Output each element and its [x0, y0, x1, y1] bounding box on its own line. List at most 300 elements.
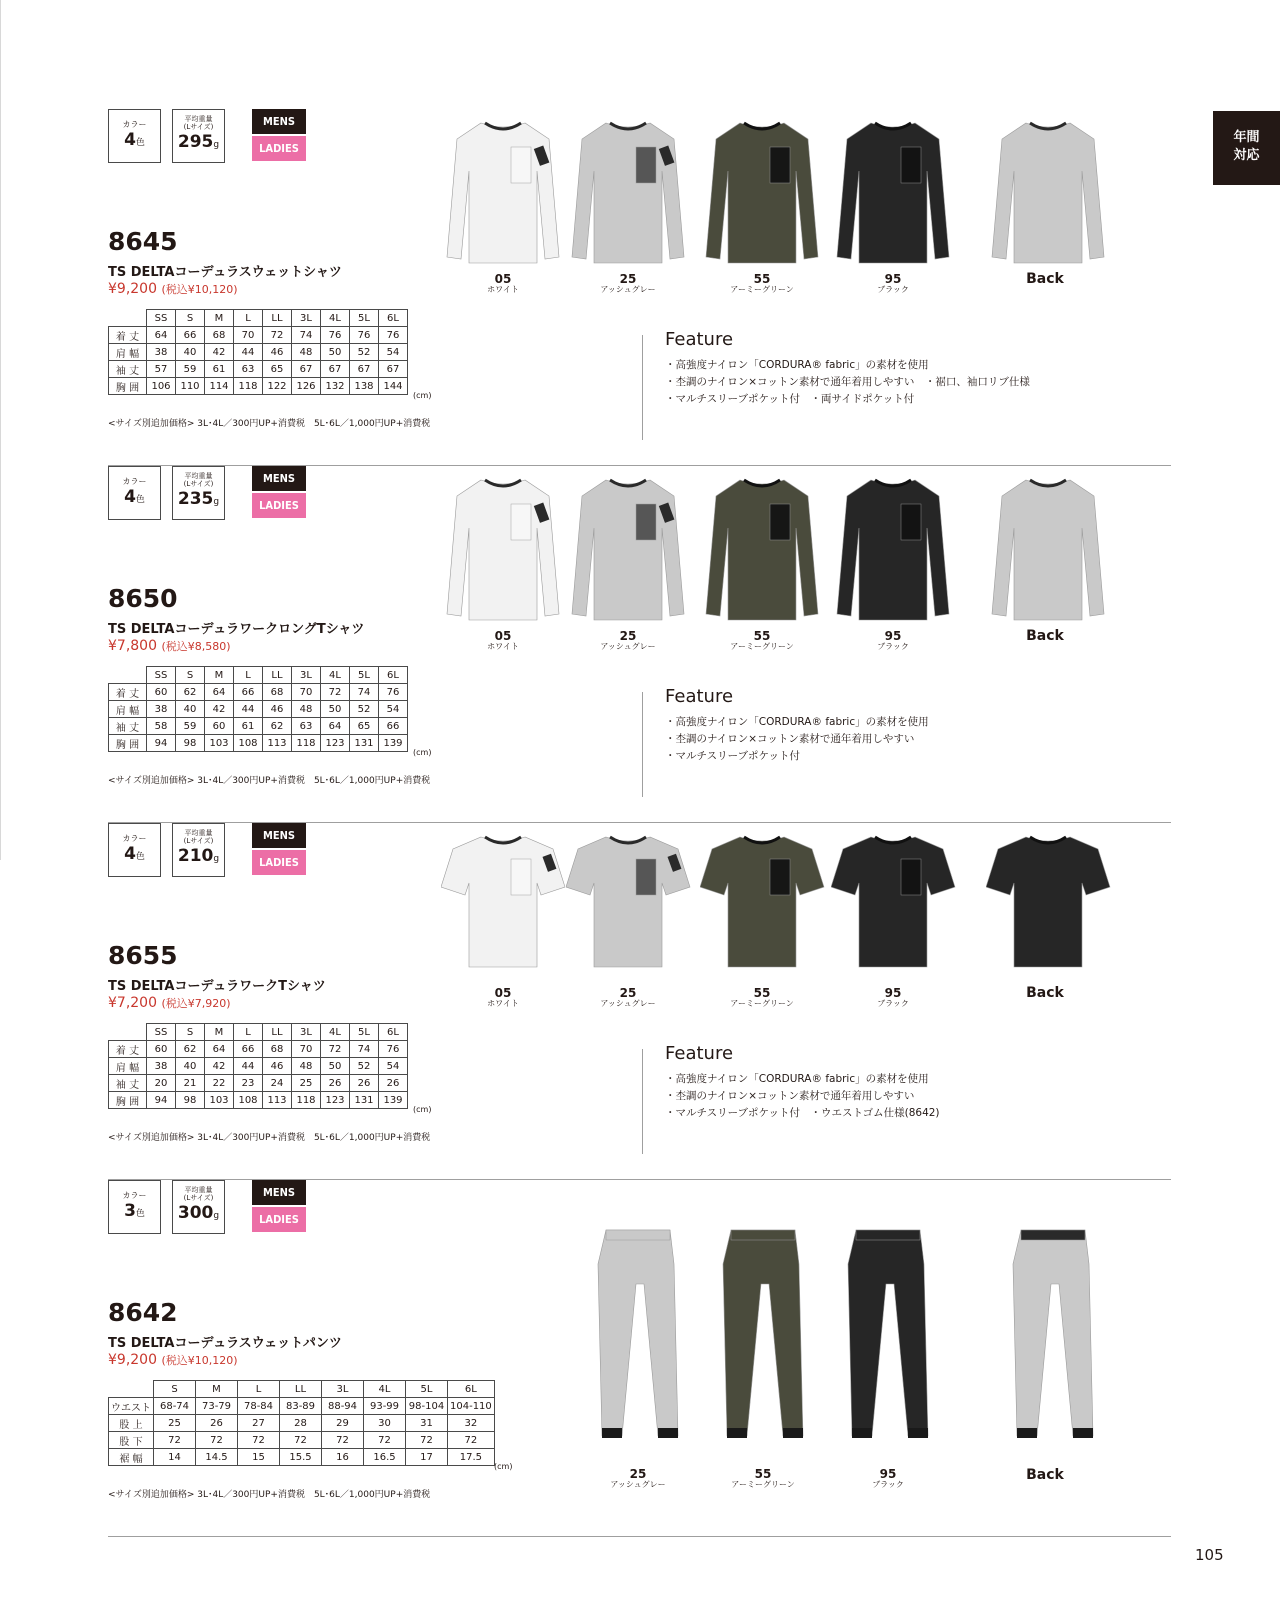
price-main: ¥9,200	[108, 1352, 157, 1368]
back-label: Back	[1026, 985, 1064, 1001]
size-cell: 42	[205, 1058, 234, 1075]
size-cell: 25	[154, 1415, 196, 1432]
size-table-row	[109, 378, 408, 395]
feature-divider	[642, 1049, 643, 1154]
color-name: ホワイト	[487, 642, 519, 651]
size-cell: 76	[321, 327, 350, 344]
size-row-label: 股 上	[109, 1415, 154, 1432]
size-table	[108, 1023, 408, 1109]
size-cell: 59	[176, 361, 205, 378]
size-cell: 123	[321, 735, 350, 752]
size-cell: 64	[205, 684, 234, 701]
size-price-note: <サイズ別追加価格> 3L･4L／300円UP+消費税 5L･6L／1,000円UP+消費税	[108, 419, 431, 429]
size-table-row	[109, 701, 408, 718]
size-row-label: 裾 幅	[109, 1449, 154, 1466]
color-label-black	[838, 630, 948, 651]
size-cell: 78-84	[238, 1398, 280, 1415]
color-label-green	[707, 987, 817, 1008]
price-main: ¥9,200	[108, 281, 157, 297]
color-count-label: カラー	[122, 834, 147, 843]
size-price-note: <サイズ別追加価格> 3L･4L／300円UP+消費税 5L･6L／1,000円UP+消費税	[108, 1133, 431, 1143]
weight-badge	[172, 823, 225, 877]
size-cell: 42	[205, 344, 234, 361]
size-cell: 94	[147, 735, 176, 752]
size-header: L	[234, 667, 263, 684]
size-cell: 106	[147, 378, 176, 395]
size-row-label: 胸 囲	[109, 1092, 147, 1109]
weight-badge	[172, 1180, 225, 1234]
size-cell: 74	[292, 327, 321, 344]
size-cell: 64	[321, 718, 350, 735]
size-cell: 20	[147, 1075, 176, 1092]
size-cell: 76	[379, 684, 408, 701]
size-cell: 114	[205, 378, 234, 395]
garment-black	[831, 831, 956, 975]
size-header: 3L	[322, 1381, 364, 1398]
color-label-green	[707, 273, 817, 294]
size-table-row	[109, 1449, 495, 1466]
size-cell: 44	[234, 344, 263, 361]
size-cell: 62	[263, 718, 292, 735]
size-cell: 21	[176, 1075, 205, 1092]
size-row-label: 袖 丈	[109, 361, 147, 378]
size-header: 3L	[292, 667, 321, 684]
garment-black	[831, 117, 956, 271]
color-name: アーミーグリーン	[730, 642, 794, 651]
mens-tag: MENS	[252, 466, 306, 491]
size-cell: 32	[448, 1415, 495, 1432]
color-name: アーミーグリーン	[730, 285, 794, 294]
size-cell: 74	[350, 1041, 379, 1058]
size-cell: 67	[379, 361, 408, 378]
size-header: 3L	[292, 1024, 321, 1041]
size-cell: 72	[321, 684, 350, 701]
color-count-value	[109, 488, 160, 509]
weight-number: 300	[177, 1203, 214, 1223]
size-cell: 72	[364, 1432, 406, 1449]
feature-list	[665, 714, 929, 765]
size-header: L	[234, 310, 263, 327]
size-table-row	[109, 361, 408, 378]
weight-number: 235	[177, 489, 214, 509]
size-cell: 60	[147, 1041, 176, 1058]
size-cell: 60	[147, 684, 176, 701]
size-table-row	[109, 684, 408, 701]
feature-item: ・マルチスリーブポケット付 ・ウエストゴム仕様(8642)	[665, 1107, 940, 1119]
product-price	[108, 638, 231, 654]
size-cell: 48	[292, 344, 321, 361]
color-name: アッシュグレー	[600, 999, 656, 1008]
weight-label-line1: 平均重量	[184, 472, 213, 480]
weight-badge	[172, 466, 225, 520]
color-code: 25	[619, 629, 637, 643]
feature-list	[665, 357, 1030, 408]
size-table-row	[109, 1075, 408, 1092]
size-cell: 72	[154, 1432, 196, 1449]
product-code: 8650	[108, 584, 178, 613]
color-name: アッシュグレー	[610, 1480, 666, 1489]
size-header: 3L	[292, 310, 321, 327]
size-cell: 54	[379, 701, 408, 718]
color-count-value	[109, 1202, 160, 1223]
page-left-rule	[0, 0, 1, 860]
size-cell: 72	[263, 327, 292, 344]
size-cell: 68	[205, 327, 234, 344]
color-name: ブラック	[877, 642, 909, 651]
size-header: 6L	[379, 667, 408, 684]
ladies-tag: LADIES	[252, 1207, 306, 1232]
price-main: ¥7,200	[108, 995, 157, 1011]
product-code: 8642	[108, 1298, 178, 1327]
size-cell: 54	[379, 1058, 408, 1075]
size-cell: 42	[205, 701, 234, 718]
feature-title: Feature	[665, 1043, 734, 1064]
color-name: ブラック	[877, 285, 909, 294]
color-count-number: 4	[124, 130, 136, 150]
season-tab-line1: 年間	[1233, 130, 1260, 145]
size-table	[108, 309, 408, 395]
color-code: 55	[753, 986, 771, 1000]
size-row-label: 胸 囲	[109, 735, 147, 752]
size-header: 6L	[448, 1381, 495, 1398]
size-header: LL	[263, 667, 292, 684]
size-cell: 50	[321, 344, 350, 361]
garment-white	[441, 831, 566, 975]
feature-item: ・高強度ナイロン「CORDURA® fabric」の素材を使用	[665, 1073, 929, 1085]
mens-tag: MENS	[252, 109, 306, 134]
size-cell: 118	[292, 735, 321, 752]
size-table-row	[109, 1041, 408, 1058]
weight-label-line1: 平均重量	[184, 829, 213, 837]
page-number: 105	[1195, 1546, 1224, 1564]
size-cell: 24	[263, 1075, 292, 1092]
size-cell: 15.5	[280, 1449, 322, 1466]
color-code: 05	[494, 272, 512, 286]
size-cell: 64	[205, 1041, 234, 1058]
size-cell: 139	[379, 735, 408, 752]
size-cell: 70	[234, 327, 263, 344]
size-row-label: 股 下	[109, 1432, 154, 1449]
color-label-green	[708, 1468, 818, 1489]
size-cell: 46	[263, 1058, 292, 1075]
garment-white	[441, 474, 566, 628]
garment-green	[713, 1224, 813, 1458]
product-name: TS DELTAコーデュラワークロングTシャツ	[108, 622, 365, 637]
garment-green	[700, 474, 825, 628]
size-cell: 68-74	[154, 1398, 196, 1415]
size-cell: 38	[147, 344, 176, 361]
unit-label: (cm)	[413, 1105, 432, 1114]
color-count-number: 4	[124, 844, 136, 864]
garment-back-view	[986, 831, 1111, 975]
size-cell: 139	[379, 1092, 408, 1109]
size-cell: 132	[321, 378, 350, 395]
color-code: 95	[884, 629, 902, 643]
size-cell: 30	[364, 1415, 406, 1432]
size-price-note: <サイズ別追加価格> 3L･4L／300円UP+消費税 5L･6L／1,000円UP+消費税	[108, 1490, 431, 1500]
color-label-white	[448, 273, 558, 294]
size-row-label: 胸 囲	[109, 378, 147, 395]
feature-item: ・高強度ナイロン「CORDURA® fabric」の素材を使用	[665, 716, 929, 728]
product-code: 8645	[108, 227, 178, 256]
color-count-label: カラー	[122, 477, 147, 486]
color-name: アッシュグレー	[600, 285, 656, 294]
weight-label-line1: 平均重量	[184, 1186, 213, 1194]
size-cell: 52	[350, 1058, 379, 1075]
size-cell: 57	[147, 361, 176, 378]
size-cell: 66	[234, 684, 263, 701]
size-cell: 66	[379, 718, 408, 735]
color-name: アッシュグレー	[600, 642, 656, 651]
size-price-note: <サイズ別追加価格> 3L･4L／300円UP+消費税 5L･6L／1,000円UP+消費税	[108, 776, 431, 786]
weight-label	[173, 829, 224, 845]
size-cell: 110	[176, 378, 205, 395]
color-count-number: 3	[124, 1201, 136, 1221]
garment-back-view	[1003, 1224, 1103, 1458]
feature-title: Feature	[665, 686, 734, 707]
size-cell: 54	[379, 344, 408, 361]
size-table-corner	[109, 667, 147, 684]
color-label-grey	[573, 987, 683, 1008]
unit-label: (cm)	[413, 391, 432, 400]
size-header: S	[154, 1381, 196, 1398]
size-cell: 72	[321, 1041, 350, 1058]
weight-label-line2: (Lサイズ)	[183, 123, 214, 131]
weight-label-line2: (Lサイズ)	[183, 1194, 214, 1202]
size-cell: 38	[147, 1058, 176, 1075]
back-label: Back	[1026, 1467, 1064, 1483]
size-cell: 62	[176, 1041, 205, 1058]
size-cell: 98	[176, 735, 205, 752]
size-cell: 46	[263, 344, 292, 361]
size-header: SS	[147, 310, 176, 327]
size-cell: 118	[292, 1092, 321, 1109]
weight-label	[173, 115, 224, 131]
size-header: 5L	[350, 667, 379, 684]
size-cell: 65	[263, 361, 292, 378]
weight-value	[173, 490, 224, 511]
size-row-label: 肩 幅	[109, 701, 147, 718]
size-cell: 16.5	[364, 1449, 406, 1466]
color-code: 55	[754, 1467, 772, 1481]
price-tax-included: (税込¥10,120)	[161, 1354, 238, 1367]
weight-unit: g	[213, 497, 220, 507]
size-cell: 16	[322, 1449, 364, 1466]
size-cell: 27	[238, 1415, 280, 1432]
size-cell: 26	[321, 1075, 350, 1092]
size-header: S	[176, 310, 205, 327]
size-header: 5L	[406, 1381, 448, 1398]
size-cell: 22	[205, 1075, 234, 1092]
product-section-8650	[108, 466, 1171, 823]
size-cell: 66	[234, 1041, 263, 1058]
size-header: L	[238, 1381, 280, 1398]
feature-item: ・杢調のナイロン×コットン素材で通年着用しやすい ・裾口、袖口リブ仕様	[665, 376, 1030, 388]
mens-tag: MENS	[252, 823, 306, 848]
color-label-black	[833, 1468, 943, 1489]
size-row-label: 袖 丈	[109, 1075, 147, 1092]
color-count-unit: 色	[135, 138, 145, 148]
size-cell: 74	[350, 684, 379, 701]
size-cell: 29	[322, 1415, 364, 1432]
size-cell: 72	[238, 1432, 280, 1449]
size-cell: 131	[350, 735, 379, 752]
size-cell: 94	[147, 1092, 176, 1109]
size-cell: 93-99	[364, 1398, 406, 1415]
garment-grey	[588, 1224, 688, 1458]
color-code: 55	[753, 629, 771, 643]
product-code: 8655	[108, 941, 178, 970]
size-row-label: 肩 幅	[109, 344, 147, 361]
size-header: SS	[147, 1024, 176, 1041]
color-code: 95	[884, 272, 902, 286]
size-cell: 28	[280, 1415, 322, 1432]
size-cell: 14.5	[196, 1449, 238, 1466]
color-count-unit: 色	[135, 852, 145, 862]
size-cell: 40	[176, 701, 205, 718]
size-cell: 98	[176, 1092, 205, 1109]
size-cell: 44	[234, 1058, 263, 1075]
color-label-white	[448, 987, 558, 1008]
color-count-label: カラー	[122, 1191, 147, 1200]
weight-unit: g	[213, 854, 220, 864]
garment-green	[700, 831, 825, 975]
size-cell: 68	[263, 684, 292, 701]
size-cell: 72	[196, 1432, 238, 1449]
size-cell: 72	[322, 1432, 364, 1449]
weight-label-line2: (Lサイズ)	[183, 837, 214, 845]
color-count-badge	[108, 466, 161, 520]
size-cell: 66	[176, 327, 205, 344]
weight-badge	[172, 109, 225, 163]
size-cell: 48	[292, 701, 321, 718]
garment-grey	[566, 831, 691, 975]
size-cell: 26	[196, 1415, 238, 1432]
ladies-tag: LADIES	[252, 493, 306, 518]
size-cell: 68	[263, 1041, 292, 1058]
size-table-row	[109, 718, 408, 735]
size-table-corner	[109, 1024, 147, 1041]
size-header: 4L	[321, 310, 350, 327]
weight-label	[173, 1186, 224, 1202]
size-header: SS	[147, 667, 176, 684]
season-tab	[1213, 111, 1280, 185]
feature-list	[665, 1071, 940, 1122]
color-code: 55	[753, 272, 771, 286]
color-label-black	[838, 987, 948, 1008]
product-price	[108, 1352, 238, 1368]
size-cell: 118	[234, 378, 263, 395]
size-table-row	[109, 327, 408, 344]
size-cell: 62	[176, 684, 205, 701]
size-cell: 63	[234, 361, 263, 378]
color-name: アーミーグリーン	[731, 1480, 795, 1489]
color-label-grey	[573, 630, 683, 651]
color-code: 05	[494, 986, 512, 1000]
weight-unit: g	[213, 140, 220, 150]
size-cell: 65	[350, 718, 379, 735]
feature-item: ・杢調のナイロン×コットン素材で通年着用しやすい	[665, 733, 915, 745]
garment-black	[831, 474, 956, 628]
garment-grey	[566, 117, 691, 271]
color-count-badge	[108, 109, 161, 163]
price-tax-included: (税込¥8,580)	[161, 640, 231, 653]
garment-green	[700, 117, 825, 271]
size-header: 4L	[321, 667, 350, 684]
size-table-row	[109, 344, 408, 361]
size-cell: 144	[379, 378, 408, 395]
size-table-corner	[109, 310, 147, 327]
size-cell: 38	[147, 701, 176, 718]
product-section-8655	[108, 823, 1171, 1180]
size-table	[108, 666, 408, 752]
ladies-tag: LADIES	[252, 136, 306, 161]
garment-back-view	[986, 117, 1111, 271]
feature-divider	[642, 692, 643, 797]
weight-value	[173, 1204, 224, 1225]
size-cell: 72	[406, 1432, 448, 1449]
size-cell: 60	[205, 718, 234, 735]
mens-tag: MENS	[252, 1180, 306, 1205]
color-count-label: カラー	[122, 120, 147, 129]
size-row-label: 着 丈	[109, 327, 147, 344]
color-code: 25	[629, 1467, 647, 1481]
back-label: Back	[1026, 271, 1064, 287]
color-count-unit: 色	[135, 495, 145, 505]
color-count-unit: 色	[135, 1209, 145, 1219]
product-name: TS DELTAコーデュラワークTシャツ	[108, 979, 326, 994]
weight-value	[173, 133, 224, 154]
size-cell: 31	[406, 1415, 448, 1432]
weight-unit: g	[213, 1211, 220, 1221]
size-table-row	[109, 1415, 495, 1432]
size-row-label: 着 丈	[109, 684, 147, 701]
size-cell: 17	[406, 1449, 448, 1466]
color-label-black	[838, 273, 948, 294]
color-name: アーミーグリーン	[730, 999, 794, 1008]
product-section-8642	[108, 1180, 1171, 1537]
size-cell: 63	[292, 718, 321, 735]
size-cell: 59	[176, 718, 205, 735]
season-tab-line2: 対応	[1233, 148, 1260, 163]
feature-item: ・高強度ナイロン「CORDURA® fabric」の素材を使用	[665, 359, 929, 371]
size-cell: 83-89	[280, 1398, 322, 1415]
weight-number: 295	[177, 132, 214, 152]
size-cell: 14	[154, 1449, 196, 1466]
size-header: M	[205, 667, 234, 684]
size-cell: 73-79	[196, 1398, 238, 1415]
size-row-label: 着 丈	[109, 1041, 147, 1058]
weight-label	[173, 472, 224, 488]
product-section-8645	[108, 109, 1171, 466]
size-cell: 46	[263, 701, 292, 718]
size-cell: 122	[263, 378, 292, 395]
size-cell: 103	[205, 735, 234, 752]
section-divider	[108, 1536, 1171, 1537]
size-cell: 44	[234, 701, 263, 718]
size-cell: 70	[292, 684, 321, 701]
color-name: ブラック	[872, 1480, 904, 1489]
size-cell: 108	[234, 1092, 263, 1109]
weight-value	[173, 847, 224, 868]
size-header: L	[234, 1024, 263, 1041]
product-name: TS DELTAコーデュラスウェットシャツ	[108, 265, 342, 280]
product-price	[108, 995, 231, 1011]
color-code: 95	[879, 1467, 897, 1481]
size-cell: 138	[350, 378, 379, 395]
size-cell: 70	[292, 1041, 321, 1058]
size-cell: 131	[350, 1092, 379, 1109]
